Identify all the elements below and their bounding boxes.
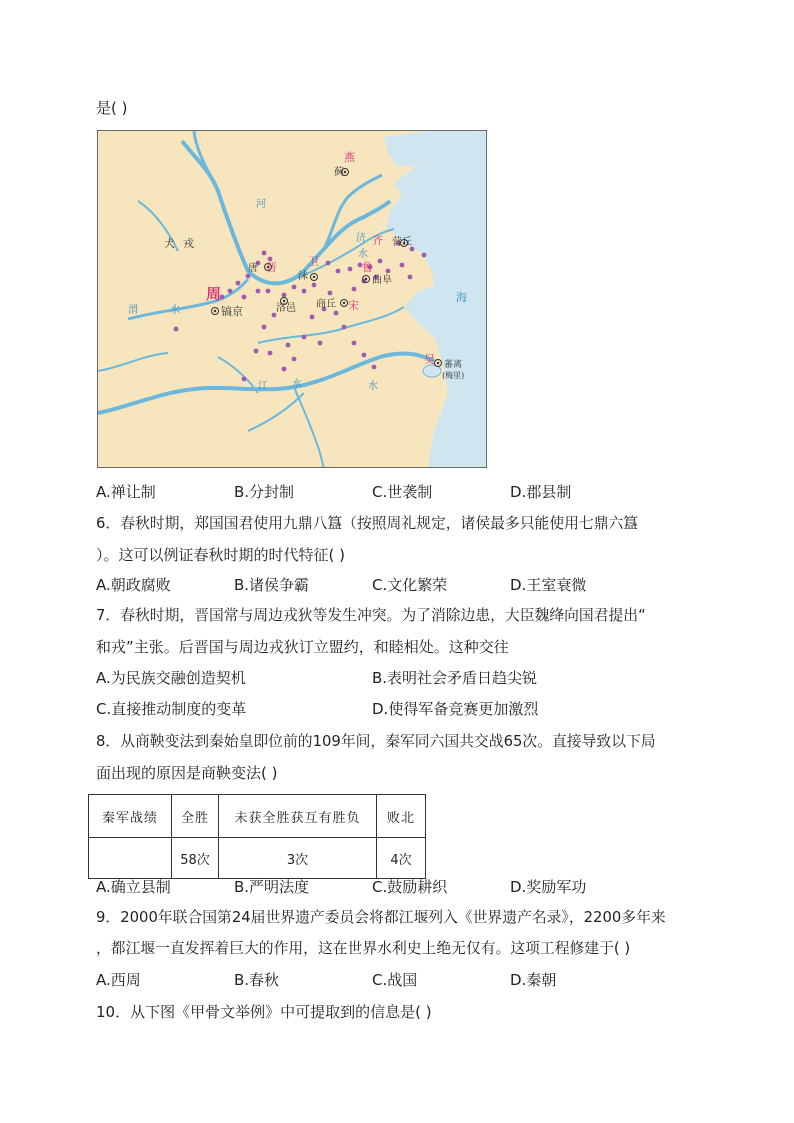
q9-option-a[interactable]: A.西周: [96, 971, 141, 989]
q8-option-b[interactable]: B.严明法度: [234, 878, 310, 896]
q5-stem-tail: 是( ): [96, 99, 128, 117]
q9-option-b[interactable]: B.春秋: [234, 971, 280, 989]
label-wei: 卫: [308, 255, 319, 268]
label-zhou: 周: [206, 285, 222, 303]
q8-stem-line2: 面出现的原因是商鞅变法( ): [96, 764, 278, 782]
label-meili: (梅里): [442, 371, 465, 380]
label-qi: 齐: [372, 234, 383, 247]
q7-option-b[interactable]: B.表明社会矛盾日趋尖锐: [372, 669, 538, 687]
label-shui2: 水: [170, 305, 180, 316]
q7-option-c[interactable]: C.直接推动制度的变革: [96, 700, 247, 718]
table-header-cell: 败北: [377, 795, 426, 838]
q9-option-d[interactable]: D.秦朝: [510, 971, 557, 989]
label-haojing: 镐京: [221, 305, 243, 318]
label-ji: 蓟: [334, 167, 344, 178]
table-header-cell: 秦军战绩: [89, 795, 172, 838]
label-fanli: 蕃离: [444, 360, 463, 370]
q7-stem-line2: 和戎”主张。后晋国与周边戎狄订立盟约，和睦相处。这种交往: [96, 638, 509, 656]
label-song: 宋: [348, 299, 359, 312]
q7-stem-line1: 7．春秋时期，晋国常与周边戎狄等发生冲突。为了消除边患，大臣魏绛向国君提出“: [96, 607, 646, 624]
q5-option-d[interactable]: D.郡县制: [510, 483, 572, 501]
label-shui3: 水: [292, 379, 302, 390]
table-cell: 3次: [219, 838, 377, 879]
q5-option-a[interactable]: A.禅让制: [96, 483, 156, 501]
table-header-row: [89, 795, 426, 838]
q6-option-d[interactable]: D.王室衰微: [510, 576, 587, 594]
q10-stem-line1: 10．从下图《甲骨文举例》中可提取到的信息是( ): [96, 1003, 432, 1021]
label-wei-river: 渭: [128, 305, 138, 316]
zhou-enfeoffment-map: [97, 130, 487, 468]
label-luoyi: 洛邑: [276, 303, 296, 314]
q7-option-d[interactable]: D.使得军备竞赛更加激烈: [372, 700, 539, 718]
label-jin: 晋: [266, 261, 277, 274]
label-wu: 吴: [424, 353, 435, 366]
q9-option-c[interactable]: C.战国: [372, 971, 418, 989]
label-shangqiu: 商丘: [316, 299, 336, 310]
label-yingqiu: 营丘: [392, 237, 412, 248]
label-shui4: 水: [368, 381, 378, 392]
q6-stem-line1: 6．春秋时期，郑国国君使用九鼎八簋（按照周礼规定，诸侯最多只能使用七鼎六簋: [96, 515, 639, 532]
label-qufu: 曲阜: [372, 275, 392, 286]
table-header-cell: 全胜: [172, 795, 219, 838]
table-cell: 58次: [172, 838, 219, 879]
table-header-cell: 未获全胜获互有胜负: [219, 795, 377, 838]
q6-option-a[interactable]: A.朝政腐败: [96, 576, 171, 594]
label-yan: 燕: [344, 151, 355, 164]
label-quanrong: 犬戎: [164, 237, 202, 250]
label-he: 河: [256, 199, 266, 210]
table-cell: 4次: [377, 838, 426, 879]
label-shui1: 水: [358, 249, 368, 260]
q5-option-b[interactable]: B.分封制: [234, 483, 295, 501]
q6-option-b[interactable]: B.诸侯争霸: [234, 576, 310, 594]
table-cell: [89, 838, 172, 879]
label-tang: 唐: [248, 263, 258, 274]
q9-stem-line2: ，都江堰一直发挥着巨大的作用，这在世界水利史上绝无仅有。这项工程修建于( ): [96, 940, 631, 957]
label-jiang: 江: [258, 381, 268, 392]
label-sea: 海: [456, 291, 467, 304]
q8-option-c[interactable]: C.鼓励耕织: [372, 878, 448, 896]
q6-option-c[interactable]: C.文化繁荣: [372, 576, 448, 594]
q9-stem-line1: 9．2000年联合国第24届世界遗产委员会将都江堰列入《世界遗产名录》，2200多年来: [96, 909, 666, 926]
label-ji-river: 济: [356, 233, 366, 244]
q6-stem-line2: ）。这可以例证春秋时期的时代特征( ): [96, 546, 345, 564]
table-row: [89, 838, 426, 879]
q8-option-d[interactable]: D.奖励军功: [510, 878, 587, 896]
label-lu: 鲁: [362, 261, 373, 274]
q7-option-a[interactable]: A.为民族交融创造契机: [96, 669, 246, 687]
q8-stem-line1: 8．从商鞅变法到秦始皇即位前的109年间，秦军同六国共交战65次。直接导致以下局: [96, 733, 656, 750]
q5-option-c[interactable]: C.世袭制: [372, 483, 433, 501]
qin-battle-record-table: [88, 794, 426, 879]
q8-option-a[interactable]: A.确立县制: [96, 878, 171, 896]
label-mo: 沬: [298, 271, 308, 282]
map-svg: [98, 131, 487, 468]
